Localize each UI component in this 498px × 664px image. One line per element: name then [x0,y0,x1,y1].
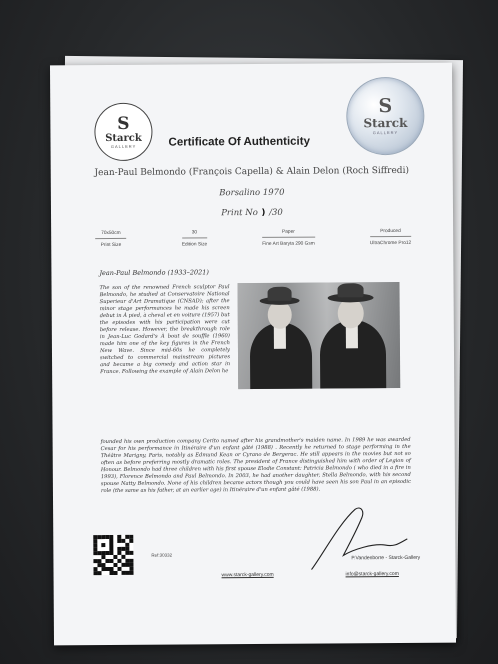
print-number: Print No ) /30 [221,207,283,219]
website-link[interactable]: www.starck-gallery.com [221,571,274,579]
bio-full-text: founded his own production company Cerito named after his grandmother's maiden name. In 1989 he was awarded Cesar for his performance in Itinéraire d'un enfant gâté (1988) . Recently he returned to stage performing in the Théâtre Marigny, Paris, notably as Edmund Kean or Cyrano de Bergerac. He still appears in the movies but not so often as before preferring mostly dramatic roles. The president of France distinguished him with order of Legion of Honour. Belmondo had three children with his first spouse Elodie Constant: Patricia Belmondo ( who died in a fire in 1993), Florence Belmondo and Paul Belmondo. In 2003, he had another daughter, Stella Belmondo, with his second spouse Natty Belmondo. None of his children became actors though you could have seen his son Paul in an episodic role (the same as his father, at an earlier age) in Itinéraire d'un enfant gâté (1988). [100,436,411,495]
certificate-sheet [50,63,456,646]
starck-logo: S Starck GALLERY [94,103,152,161]
work-title: Borsalino 1970 [219,187,285,199]
handwritten-number: ) [261,207,266,218]
spec-produced: Produced UltraChrome Pro12 [369,228,412,247]
film-still-photo [238,282,401,389]
reference-number: Ref:30332 [151,552,173,558]
signature [303,503,413,574]
specs-row [95,229,411,248]
hologram-seal: S Starck GALLERY [346,77,425,156]
artists-line: Jean-Paul Belmondo (François Capella) & Alain Delon (Roch Siffredi) [94,165,409,179]
spec-paper: Paper Fine Art Baryta 290 Gsm [262,229,315,247]
email-link[interactable]: info@starck-gallery.com [345,570,399,578]
certificate-title: Certificate Of Authenticity [168,135,310,149]
spec-edition-size: 30 Edition Size [181,230,208,248]
bio-heading: Jean-Paul Belmondo (1933–2021) [99,268,209,278]
signer-name: P.Vandenborre - Starck-Gallery [351,554,421,562]
qr-code [93,535,133,575]
spec-print-size: 70x50cm Print Size [95,231,127,248]
bio-column-text: The son of the renowned French sculptor Paul Belmondo, he studied at Conservatoire National Superieur d'Art Dramatique (CNSAD); after the minor stage performances he made his screen debut in À pied, à cheval et en voiture (1957) but the episodes with his participation were cut before release. However, the breakthrough role in Jean-Luc Godard's À bout de souffle (1960) made him one of the key figures in the French New Wave. Since mid-60s he completely switched to commercial mainstream pictures and became a big comedy and action star in France. Following the example of Alain Delon he [99,284,231,376]
